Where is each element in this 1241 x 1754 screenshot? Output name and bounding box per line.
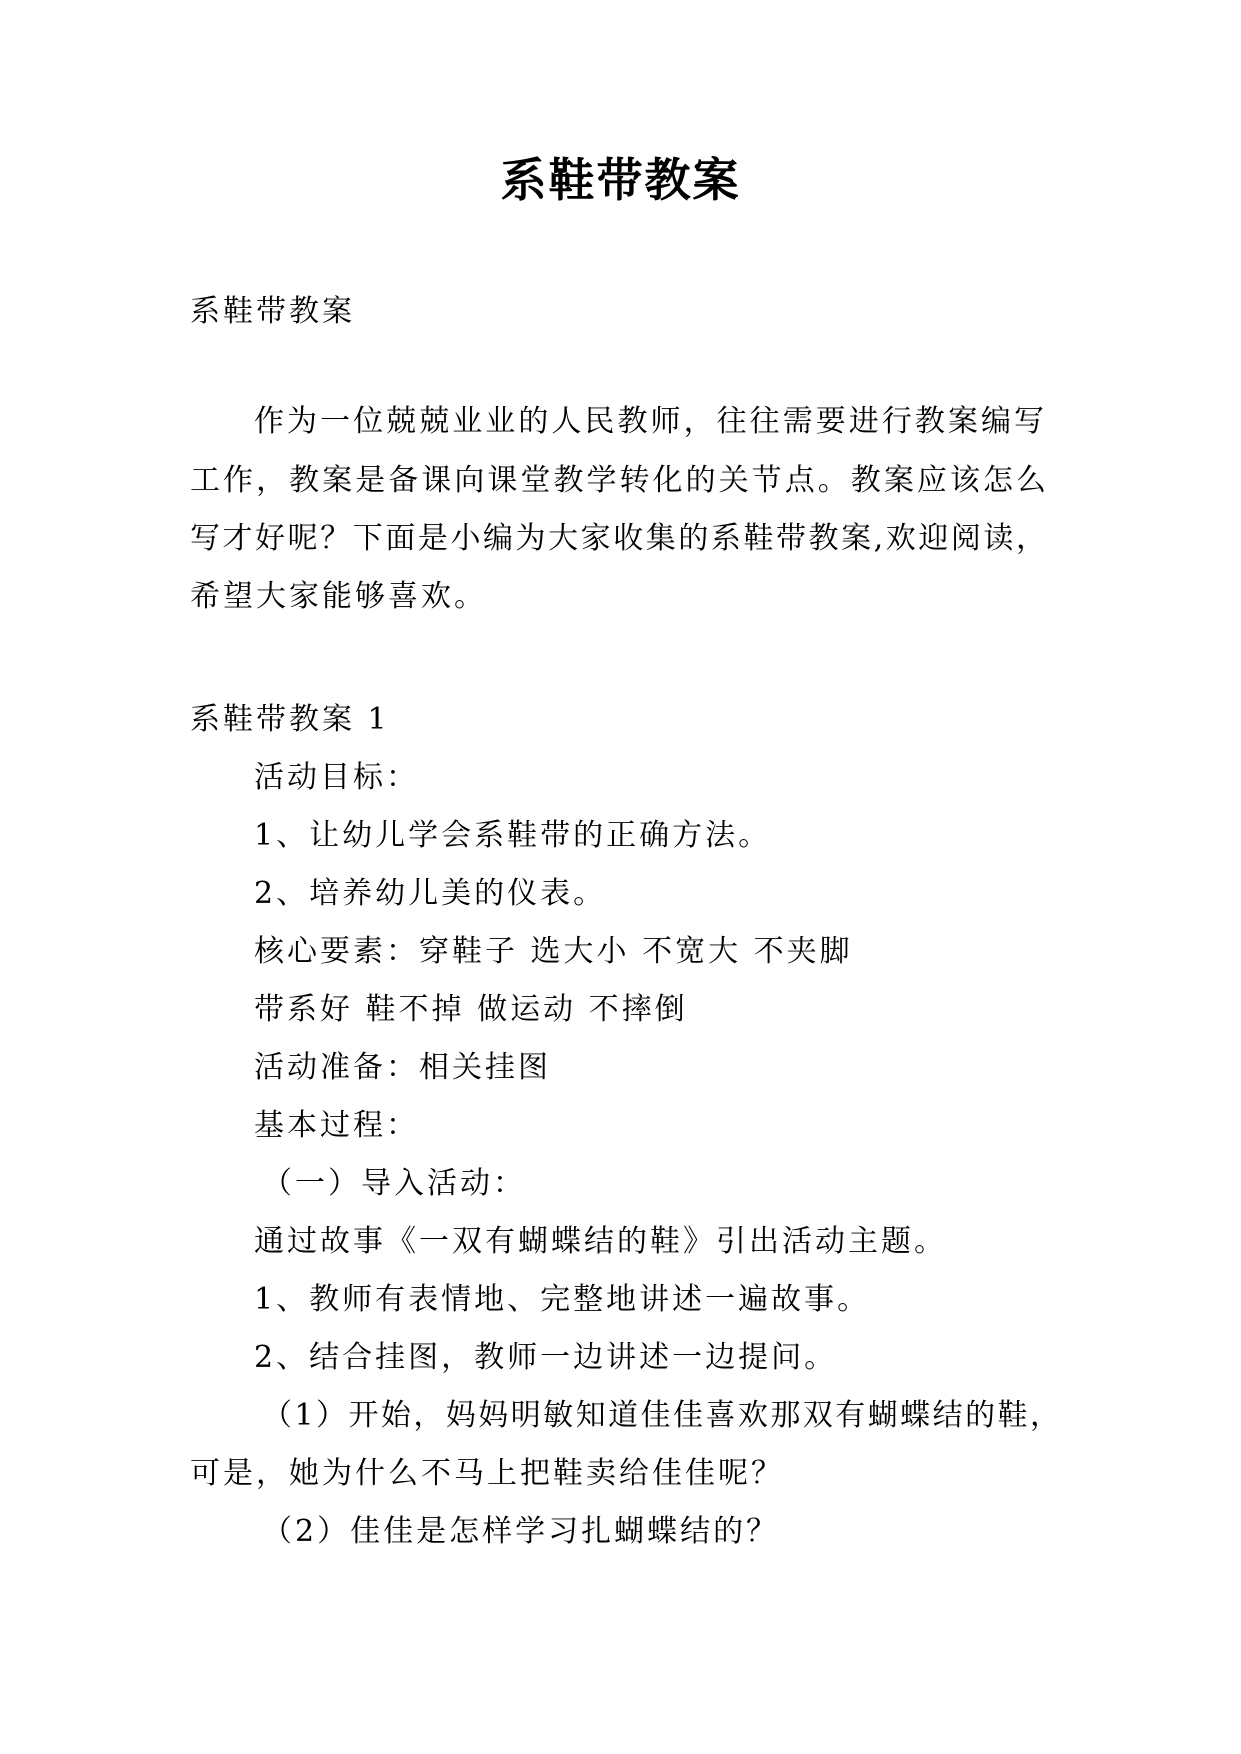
intro-line: 写才好呢？下面是小编为大家收集的系鞋带教案,欢迎阅读， [190, 521, 1048, 556]
body-line: 1、教师有表情地、完整地讲述一遍故事。 [254, 1282, 871, 1317]
body-line: 核心要素：穿鞋子 选大小 不宽大 不夹脚 [254, 934, 853, 969]
body-line: 1、让幼儿学会系鞋带的正确方法。 [254, 818, 772, 853]
body-line: 2、培养幼儿美的仪表。 [254, 876, 607, 911]
body-line: 活动目标： [254, 760, 419, 795]
intro-line: 工作，教案是备课向课堂教学转化的关节点。教案应该怎么 [190, 463, 1048, 498]
body-line: 2、结合挂图，教师一边讲述一边提问。 [254, 1340, 838, 1375]
body-line: （2）佳佳是怎样学习扎蝴蝶结的？ [262, 1514, 780, 1549]
section-heading: 系鞋带教案 1 [190, 702, 390, 737]
body-line: 基本过程： [254, 1108, 419, 1143]
body-line: （一）导入活动： [262, 1166, 526, 1201]
subtitle: 系鞋带教案 [190, 294, 355, 329]
body-line: 通过故事《一双有蝴蝶结的鞋》引出活动主题。 [254, 1224, 947, 1259]
body-line: 可是，她为什么不马上把鞋卖给佳佳呢？ [190, 1456, 784, 1491]
body-line: 活动准备：相关挂图 [254, 1050, 551, 1085]
document-title: 系鞋带教案 [500, 153, 741, 207]
intro-line: 希望大家能够喜欢。 [190, 579, 487, 614]
body-line: 带系好 鞋不掉 做运动 不摔倒 [254, 992, 688, 1027]
body-line: （1）开始，妈妈明敏知道佳佳喜欢那双有蝴蝶结的鞋， [262, 1398, 1062, 1433]
intro-line: 作为一位兢兢业业的人民教师，往往需要进行教案编写 [254, 404, 1046, 439]
